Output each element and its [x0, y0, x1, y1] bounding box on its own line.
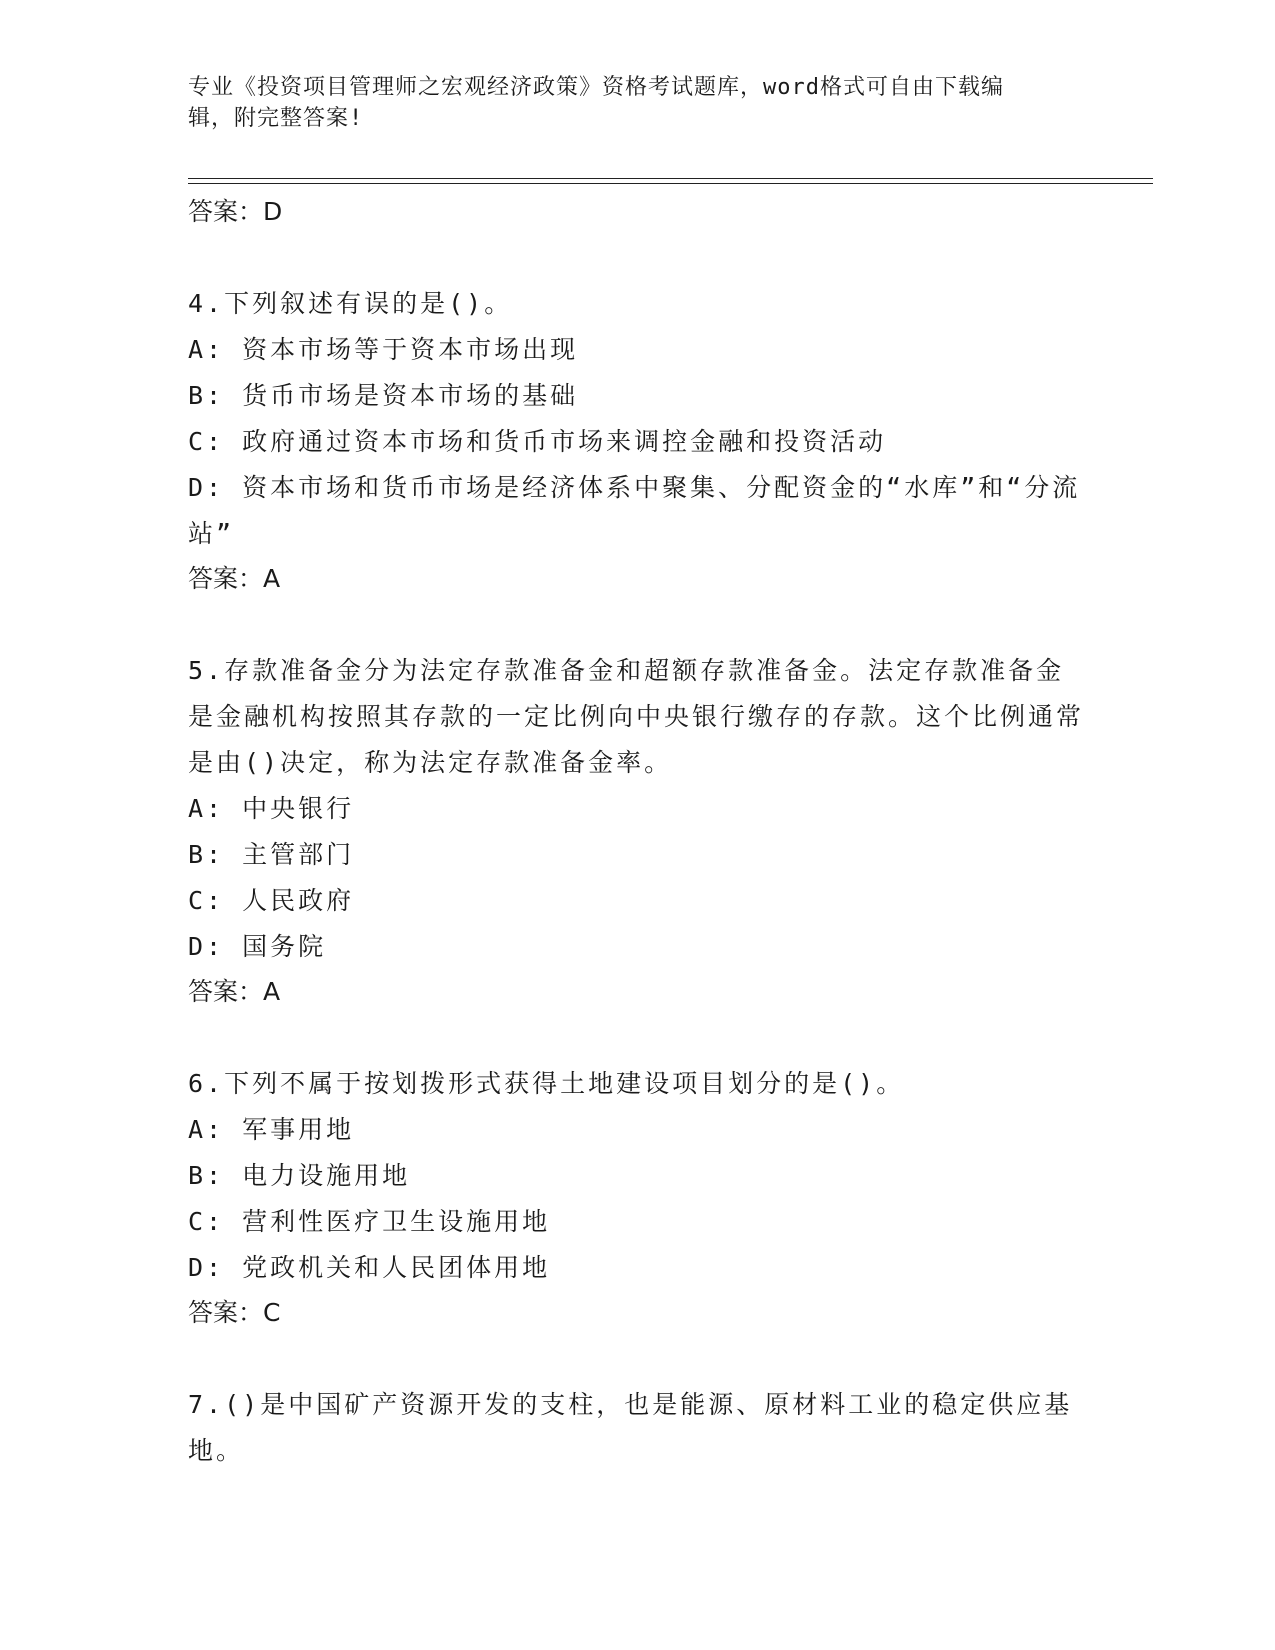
question-text: 4.下列叙述有误的是()。: [188, 289, 513, 318]
question-4: [188, 281, 1088, 601]
intro-line-2: 辑，附完整答案!: [188, 106, 364, 131]
option-a: A: 军事用地: [188, 1115, 355, 1144]
option-c: C: 人民政府: [188, 886, 355, 915]
answer-q5: 答案：A: [188, 977, 281, 1006]
spacer: [188, 1014, 1088, 1061]
spacer: [188, 601, 1088, 648]
option-c: C: 政府通过资本市场和货币市场来调控金融和投资活动: [188, 427, 887, 456]
option-d: D: 资本市场和货币市场是经济体系中聚集、分配资金的“水库”和“分流站”: [188, 473, 1081, 548]
question-5: [188, 648, 1088, 1014]
answer-q6: 答案：C: [188, 1298, 281, 1327]
question-6: [188, 1061, 1088, 1335]
answer-q3: 答案：D: [188, 197, 283, 226]
intro-line-1: 专业《投资项目管理师之宏观经济政策》资格考试题库，word格式可自由下载编: [188, 75, 1004, 100]
option-b: B: 电力设施用地: [188, 1161, 411, 1190]
answer-q4: 答案：A: [188, 564, 281, 593]
question-list: [188, 190, 1088, 1474]
document-intro: [188, 72, 1088, 134]
header-divider-bottom: [188, 183, 1153, 184]
question-text: 7.()是中国矿产资源开发的支柱，也是能源、原材料工业的稳定供应基地。: [188, 1390, 1073, 1465]
question-text: 6.下列不属于按划拨形式获得土地建设项目划分的是()。: [188, 1069, 905, 1098]
header-divider-top: [188, 178, 1153, 179]
spacer: [188, 234, 1088, 281]
option-b: B: 主管部门: [188, 840, 355, 869]
question-text: 5.存款准备金分为法定存款准备金和超额存款准备金。法定存款准备金是金融机构按照其存款的一定比例向中央银行缴存的存款。这个比例通常是由()决定，称为法定存款准备金率。: [188, 656, 1085, 777]
option-c: C: 营利性医疗卫生设施用地: [188, 1207, 551, 1236]
option-d: D: 国务院: [188, 932, 327, 961]
option-a: A: 中央银行: [188, 794, 355, 823]
question-7: [188, 1382, 1088, 1474]
option-d: D: 党政机关和人民团体用地: [188, 1253, 551, 1282]
option-b: B: 货币市场是资本市场的基础: [188, 381, 579, 410]
spacer: [188, 1335, 1088, 1382]
option-a: A: 资本市场等于资本市场出现: [188, 335, 579, 364]
